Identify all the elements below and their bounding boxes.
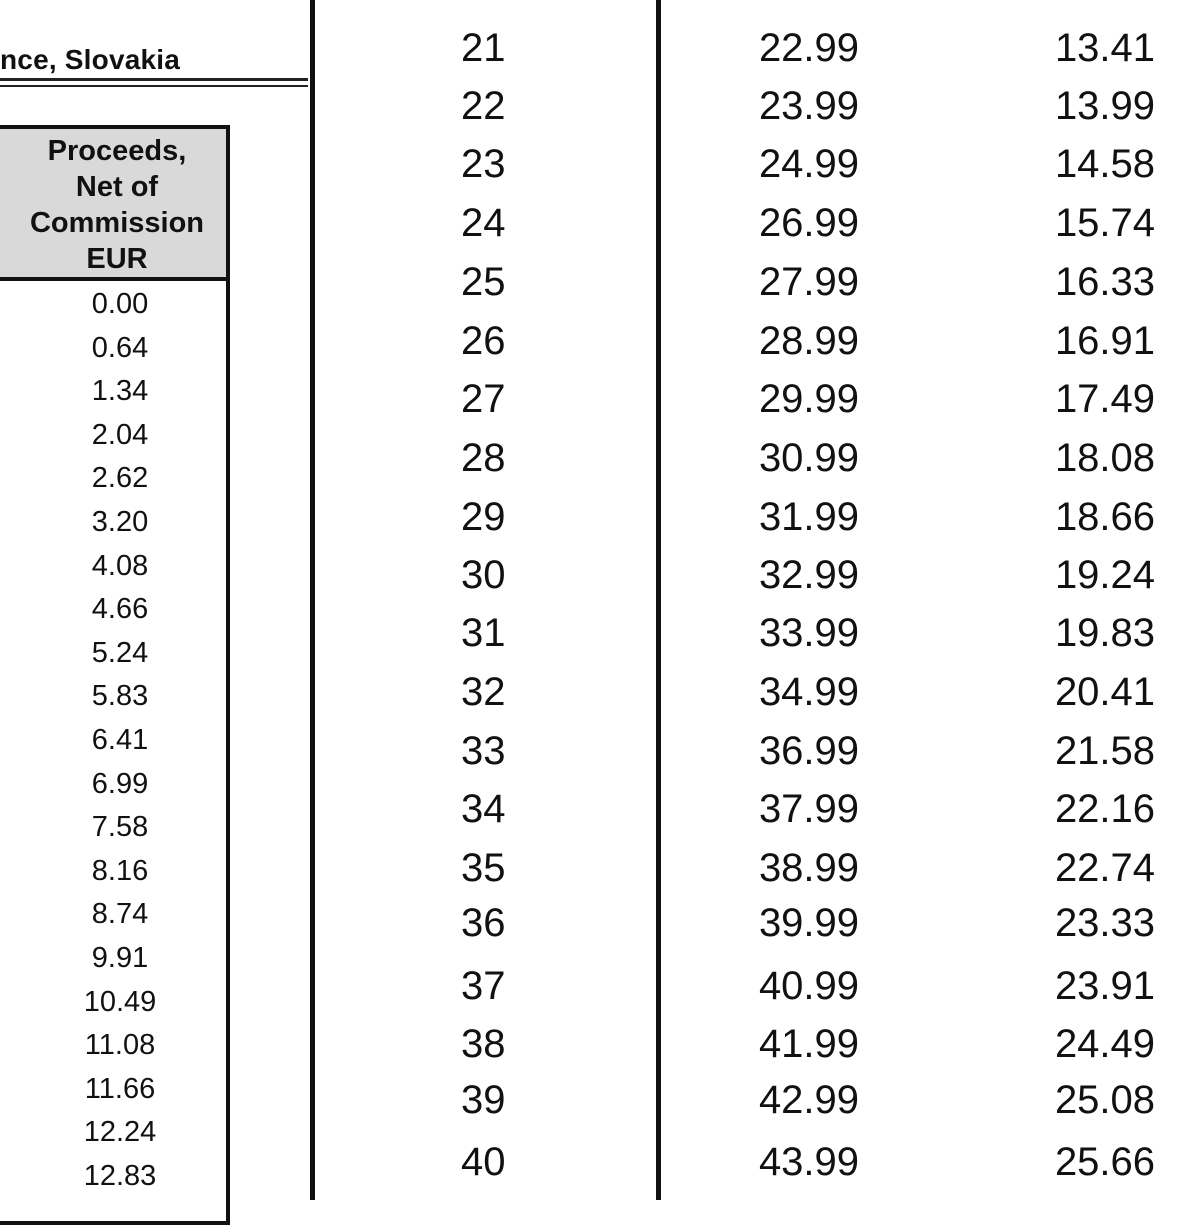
proceeds-cell: 18.66 [1054, 495, 1156, 539]
proceeds-cell: 24.49 [1054, 1022, 1156, 1066]
price-cell: 39.99 [758, 901, 860, 945]
table-row [0, 370, 1200, 428]
proceeds-cell: 23.33 [1054, 901, 1156, 945]
proceeds-cell: 25.66 [1054, 1140, 1156, 1184]
price-cell: 40.99 [758, 964, 860, 1008]
country-heading: nce, Slovakia [0, 44, 181, 75]
tier-cell: 25 [461, 260, 506, 304]
proceeds-cell: 19.83 [1054, 611, 1156, 655]
proceeds-cell: 22.74 [1054, 846, 1156, 890]
price-cell: 42.99 [758, 1078, 860, 1122]
proceeds-cell: 15.74 [1054, 201, 1156, 245]
proceeds-cell: 13.99 [1054, 84, 1156, 128]
tier-cell: 38 [461, 1022, 506, 1066]
proceeds-value-cell: 7.58 [91, 811, 149, 844]
table-row [0, 894, 1200, 952]
tier-cell: 36 [461, 901, 506, 945]
table-row [0, 839, 1200, 897]
proceeds-value-cell: 4.66 [91, 593, 149, 626]
table-row [0, 135, 1200, 193]
proceeds-value-cell: 3.20 [91, 506, 149, 538]
table-row [0, 194, 1200, 252]
tier-cell: 37 [461, 964, 506, 1008]
proceeds-value-cell: 6.99 [91, 767, 149, 800]
proceeds-value-cell: 9.91 [91, 942, 149, 974]
price-cell: 30.99 [758, 436, 860, 480]
price-cell: 24.99 [758, 142, 860, 186]
price-cell: 32.99 [758, 553, 860, 597]
price-cell: 43.99 [758, 1140, 860, 1184]
table-row [0, 312, 1200, 370]
tier-cell: 32 [461, 670, 506, 714]
price-cell: 27.99 [758, 260, 860, 304]
tier-cell: 34 [461, 787, 506, 831]
tier-cell: 31 [461, 611, 506, 655]
proceeds-value-cell: 12.24 [83, 1116, 157, 1149]
proceeds-cell: 21.58 [1054, 729, 1156, 773]
proceeds-value-cell: 5.24 [91, 636, 149, 669]
proceeds-value-cell: 2.04 [91, 418, 149, 451]
tier-cell: 30 [461, 553, 506, 597]
price-cell: 22.99 [758, 26, 860, 70]
tier-cell: 26 [461, 319, 506, 363]
header-line: Commission [29, 207, 205, 239]
tier-cell: 40 [461, 1140, 506, 1184]
table-row [0, 77, 1200, 135]
tier-cell: 28 [461, 436, 506, 480]
table-row [0, 429, 1200, 487]
proceeds-cell: 19.24 [1054, 553, 1156, 597]
proceeds-value-cell: 8.74 [91, 898, 149, 931]
proceeds-cell: 13.41 [1054, 26, 1156, 70]
header-line: Net of [75, 171, 159, 203]
proceeds-value-cell: 11.66 [84, 1072, 156, 1105]
tier-cell: 23 [461, 142, 506, 186]
proceeds-value-cell: 2.62 [91, 462, 149, 495]
price-cell: 36.99 [758, 729, 860, 773]
proceeds-value-cell: 11.08 [84, 1029, 156, 1062]
proceeds-cell: 14.58 [1054, 142, 1156, 186]
table-row [0, 488, 1200, 546]
table-row [0, 1071, 1200, 1129]
proceeds-cell: 20.41 [1054, 670, 1156, 714]
price-cell: 33.99 [758, 611, 860, 655]
tier-cell: 27 [461, 377, 506, 421]
price-cell: 31.99 [758, 495, 860, 539]
table-row [0, 253, 1200, 311]
tier-cell: 39 [461, 1078, 506, 1122]
proceeds-value-cell: 10.49 [83, 985, 157, 1018]
proceeds-cell: 16.91 [1054, 319, 1156, 363]
table-row [0, 19, 1200, 77]
proceeds-cell: 18.08 [1054, 436, 1156, 480]
price-cell: 28.99 [758, 319, 860, 363]
tier-cell: 35 [461, 846, 506, 890]
proceeds-cell: 17.49 [1054, 377, 1156, 421]
tier-cell: 33 [461, 729, 506, 773]
price-cell: 41.99 [758, 1022, 860, 1066]
tier-cell: 21 [461, 26, 506, 70]
proceeds-value-cell: 0.64 [91, 331, 149, 364]
tier-cell: 29 [461, 495, 506, 539]
price-cell: 34.99 [758, 670, 860, 714]
proceeds-value-cell: 0.00 [91, 288, 149, 320]
price-cell: 29.99 [758, 377, 860, 421]
table-row [0, 604, 1200, 662]
table-row [0, 780, 1200, 838]
price-cell: 38.99 [758, 846, 860, 890]
proceeds-value-cell: 12.83 [83, 1160, 157, 1192]
price-cell: 23.99 [758, 84, 860, 128]
header-line: Proceeds, [47, 135, 187, 167]
proceeds-cell: 22.16 [1054, 787, 1156, 831]
proceeds-value-cell: 8.16 [91, 854, 149, 887]
table-row [0, 1133, 1200, 1191]
price-cell: 26.99 [758, 201, 860, 245]
proceeds-value-cell: 4.08 [91, 549, 149, 582]
tier-cell: 22 [461, 84, 506, 128]
proceeds-value-cell: 6.41 [91, 724, 149, 756]
tier-cell: 24 [461, 201, 506, 245]
proceeds-cell: 23.91 [1054, 964, 1156, 1008]
proceeds-value-cell: 5.83 [91, 680, 149, 713]
price-cell: 37.99 [758, 787, 860, 831]
proceeds-cell: 25.08 [1054, 1078, 1156, 1122]
table-row [0, 722, 1200, 780]
table-row [0, 957, 1200, 1015]
table-row [0, 546, 1200, 604]
proceeds-cell: 16.33 [1054, 260, 1156, 304]
table-row [0, 1015, 1200, 1073]
header-line: EUR [86, 243, 148, 275]
proceeds-value-cell: 1.34 [91, 375, 149, 408]
table-row [0, 663, 1200, 721]
